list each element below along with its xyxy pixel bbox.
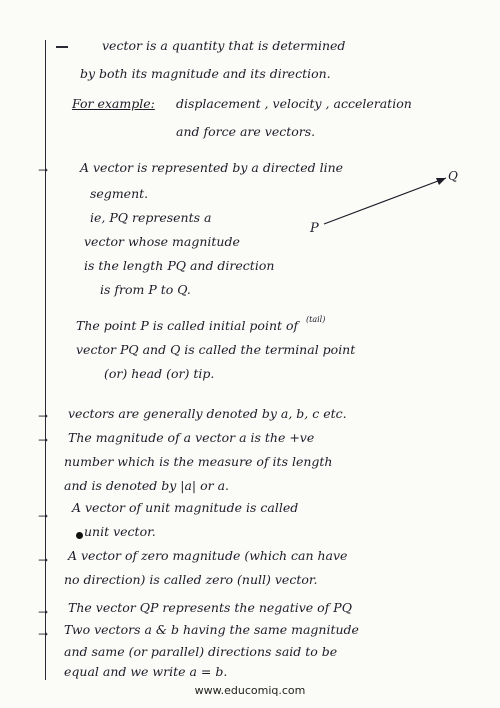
text-line-24: and same (or parallel) directions said to be <box>64 644 338 659</box>
label-p: P <box>310 221 319 236</box>
margin-line <box>45 40 46 680</box>
text-line-16: number which is the measure of its length <box>64 454 333 469</box>
text-line-17: and is denoted by |a| or a. <box>64 478 230 493</box>
label-q: Q <box>448 169 458 183</box>
example-heading: For example: <box>72 96 155 111</box>
bullet-arrow-icon: → <box>38 163 49 177</box>
bullet-arrow-icon: → <box>38 409 49 423</box>
text-line-1: vector is a quantity that is determined <box>102 38 346 53</box>
bullet-arrow-icon: → <box>38 433 49 447</box>
text-line-9: is the length PQ and direction <box>84 258 275 273</box>
text-line-11: The point P is called initial point of <box>76 318 299 333</box>
bullet-arrow-icon: → <box>38 627 49 641</box>
text-line-25: equal and we write a = b. <box>64 664 228 679</box>
text-line-18: A vector of unit magnitude is called <box>72 500 299 515</box>
vector-pq-figure <box>300 168 460 238</box>
text-line-4: and force are vectors. <box>176 124 316 139</box>
bullet-arrow-icon: → <box>38 509 49 523</box>
text-line-22: The vector QP represents the negative of PQ <box>68 600 352 615</box>
text-line-6: segment. <box>90 186 149 201</box>
text-line-21: no direction) is called zero (null) vector. <box>64 572 318 587</box>
text-line-2: by both its magnitude and its direction. <box>80 66 331 81</box>
text-line-15: The magnitude of a vector a is the +ve <box>68 430 315 445</box>
text-line-3: displacement , velocity , acceleration <box>176 96 412 111</box>
text-line-23: Two vectors a & b having the same magnitude <box>64 622 359 637</box>
text-line-19: unit vector. <box>84 524 156 539</box>
tail-note: (tail) <box>306 315 326 324</box>
dash-mark <box>56 46 68 48</box>
footer-url: www.educomiq.com <box>194 684 306 697</box>
text-line-14: vectors are generally denoted by a, b, c etc. <box>68 406 347 421</box>
text-line-12: vector PQ and Q is called the terminal point <box>76 342 356 357</box>
ink-blot <box>76 532 83 539</box>
text-line-5: A vector is represented by a directed line <box>80 160 344 175</box>
text-line-7: ie, PQ represents a <box>90 210 212 225</box>
text-line-8: vector whose magnitude <box>84 234 240 249</box>
bullet-arrow-icon: → <box>38 605 49 619</box>
text-line-13: (or) head (or) tip. <box>104 366 215 381</box>
text-line-10: is from P to Q. <box>100 282 191 297</box>
text-line-20: A vector of zero magnitude (which can have <box>68 548 348 563</box>
bullet-arrow-icon: → <box>38 553 49 567</box>
